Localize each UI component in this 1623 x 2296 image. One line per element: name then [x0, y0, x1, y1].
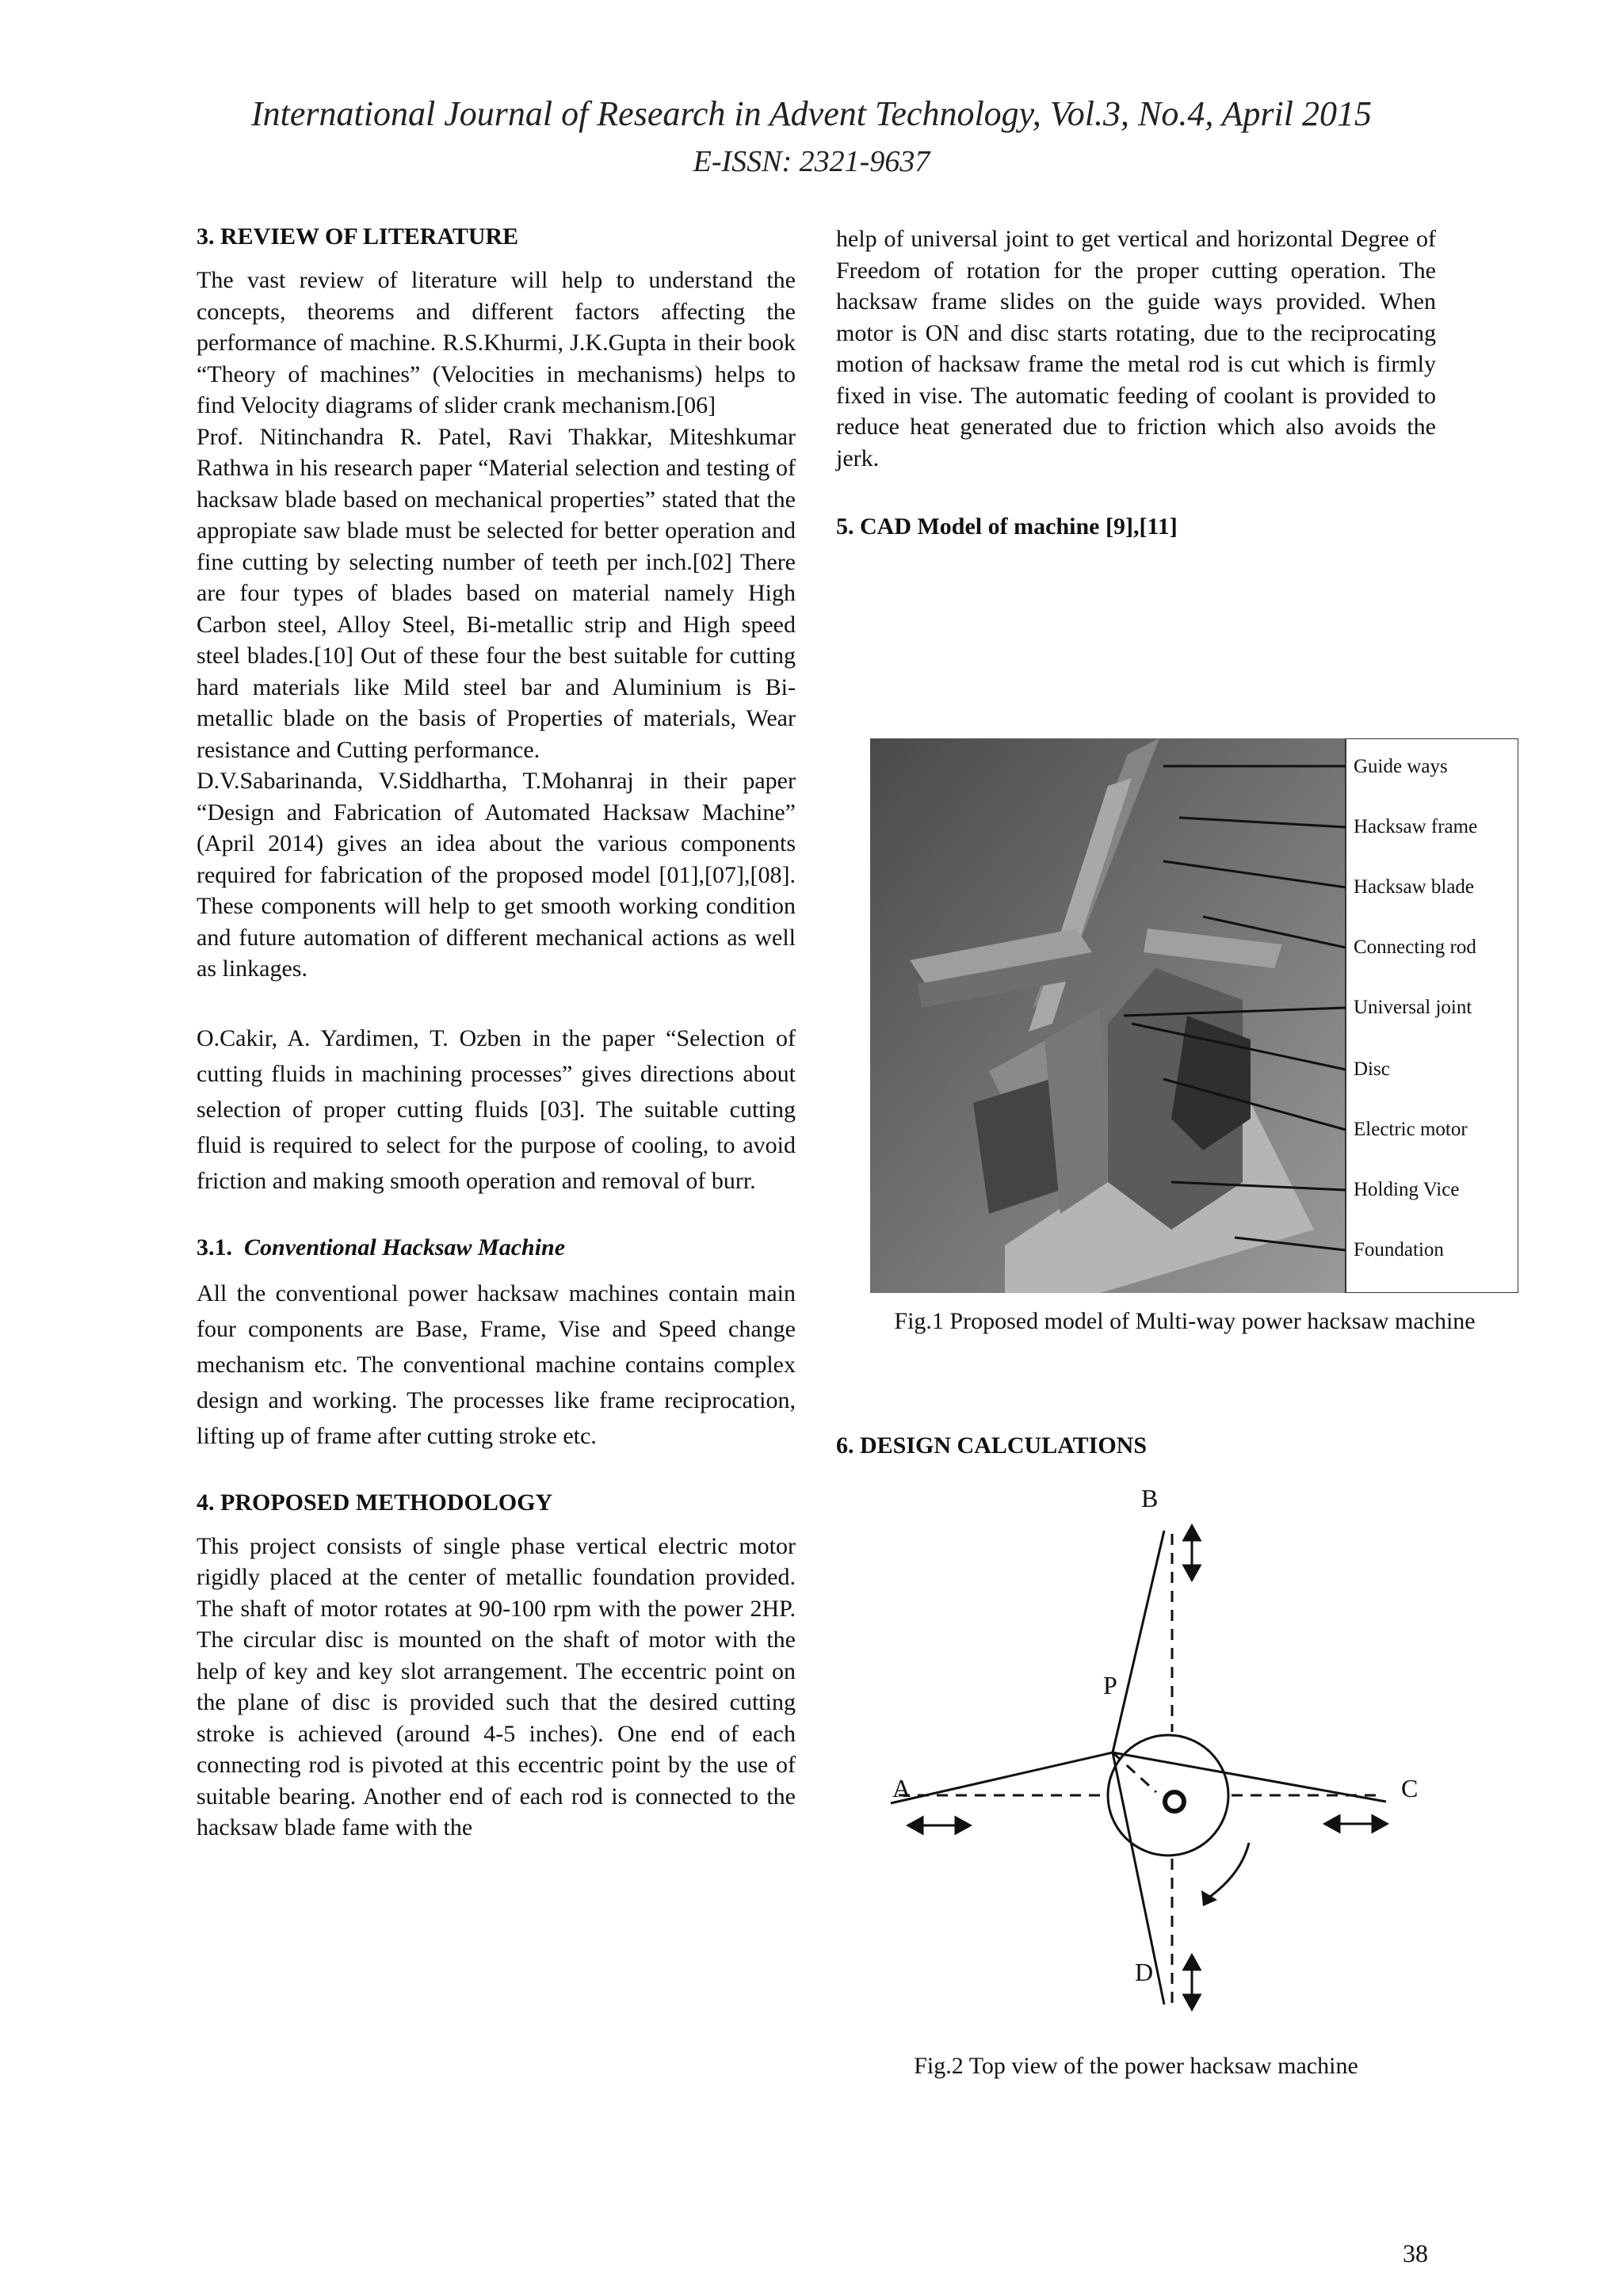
label-hacksaw-blade: Hacksaw blade — [1354, 876, 1475, 898]
label-a: A — [892, 1774, 911, 1802]
section-3-1-paragraph: All the conventional power hacksaw machines contain main four components are Base, Frame, Vise and Speed change mechanism etc. The conventional machine contains complex design and working. The processes like frame reciprocation, lifting up of frame after cutting stroke etc. — [197, 1280, 796, 1449]
rotation-arrow — [1208, 1843, 1249, 1898]
label-hacksaw-frame: Hacksaw frame — [1354, 816, 1478, 837]
section-5-title: 5. CAD Model of machine [9],[11] — [836, 513, 1178, 540]
label-connecting-rod: Connecting rod — [1354, 936, 1476, 958]
section-4-paragraph: This project consists of single phase vertical electric motor rigidly placed at the center of metallic foundation provided. The shaft of motor rotates at 90-100 rpm with the power 2HP. The circular disc is mounted on the shaft of motor with the help of key and key slot arrangement. The eccentric point on the plane of disc is provided such that the desired cutting stroke is achieved (around 4-5 inches). One end of each connecting rod is pivoted at this eccentric point by the use of suitable bearing. Another end of each rod is connected to the hacksaw blade fame with the — [197, 1532, 796, 1840]
label-c: C — [1401, 1774, 1419, 1802]
figure-1-cad-model — [870, 738, 1518, 1293]
rod-pb — [1113, 1531, 1164, 1753]
figure-2-caption: Fig.2 Top view of the power hacksaw machine — [914, 2053, 1358, 2079]
section-3-paragraph-2: Prof. Nitinchandra R. Patel, Ravi Thakkar, Miteshkumar Rathwa in his research paper “Material selection and testing of hacksaw blade based on mechanical properties” stated that the appropiate saw blade must be selected for better operation and fine cutting by selecting number of teeth per inch.[02] There are four types of blades based on material namely High Carbon steel, Alloy Steel, Bi-metallic strip and High speed steel blades.[10] Out of these four the best suitable for cutting hard materials like Mild steel bar and Aluminium is Bi-metallic blade on the basis of Properties of materials, Wear resistance and Cutting performance. — [197, 423, 796, 763]
label-d: D — [1135, 1958, 1154, 1986]
section-3-title: 3. REVIEW OF LITERATURE — [197, 223, 519, 250]
top-view-diagram — [875, 1478, 1422, 2033]
page-number: 38 — [1403, 2239, 1428, 2267]
label-b: B — [1141, 1484, 1159, 1512]
label-p: P — [1103, 1671, 1117, 1699]
section-3-paragraph-1: The vast review of literature will help to understand the concepts, theorems and different factors affecting the performance of machine. R.S.Khurmi, J.K.Gupta in their book “Theory of machines” (Velocities in mechanisms) helps to find Velocity diagrams of slider crank mechanism.[06] — [197, 267, 796, 418]
section-3-1-heading: Conventional Hacksaw Machine — [244, 1234, 566, 1261]
cad-model-illustration — [870, 738, 1518, 1293]
figure-2-top-view — [875, 1478, 1422, 2033]
section-3-1-number: 3.1. — [197, 1234, 232, 1261]
label-universal-joint: Universal joint — [1354, 997, 1472, 1018]
label-guide-ways: Guide ways — [1354, 756, 1448, 777]
journal-header: International Journal of Research in Advent Technology, Vol.3, No.4, April 2015 — [250, 94, 1372, 133]
eccentric-pin — [1165, 1792, 1184, 1811]
section-4-title: 4. PROPOSED METHODOLOGY — [197, 1489, 553, 1516]
section-6-title: 6. DESIGN CALCULATIONS — [836, 1432, 1148, 1459]
centre-lines — [899, 1534, 1382, 2004]
label-foundation: Foundation — [1354, 1239, 1444, 1261]
rod-pc — [1113, 1753, 1386, 1802]
right-column — [836, 223, 1436, 540]
label-disc: Disc — [1354, 1058, 1390, 1080]
section-3-paragraph-3: D.V.Sabarinanda, V.Siddhartha, T.Mohanraj in their paper “Design and Fabrication of Automated Hacksaw Machine” (April 2014) gives an idea about the various components required for fabrication of the proposed model [01],[07],[08]. These components will help to get smooth working condition and future automation of different mechanical actions as well as linkages. — [197, 768, 796, 982]
section-4-continued-paragraph: help of universal joint to get vertical and horizontal Degree of Freedom of rotation for the proper cutting operation. The hacksaw frame slides on the guide ways provided. When motor is ON and disc starts rotating, due to the reciprocating motion of hacksaw frame the metal rod is cut which is firmly fixed in vise. The automatic feeding of coolant is provided to reduce heat generated due to friction which also avoids the jerk. — [836, 226, 1436, 471]
label-holding-vice: Holding Vice — [1354, 1179, 1460, 1200]
left-column — [197, 223, 796, 1844]
section-3-1-title — [197, 1234, 796, 1261]
figure-1-caption: Fig.1 Proposed model of Multi-way power hacksaw machine — [894, 1308, 1476, 1334]
section-3-paragraph-4: O.Cakir, A. Yardimen, T. Ozben in the paper “Selection of cutting fluids in machining processes” gives directions about selection of proper cutting fluids [03]. The suitable cutting fluid is required to select for the purpose of cooling, to avoid friction and making smooth operation and removal of burr. — [197, 1024, 796, 1194]
issn-header: E-ISSN: 2321-9637 — [693, 145, 930, 178]
label-electric-motor: Electric motor — [1354, 1119, 1468, 1140]
